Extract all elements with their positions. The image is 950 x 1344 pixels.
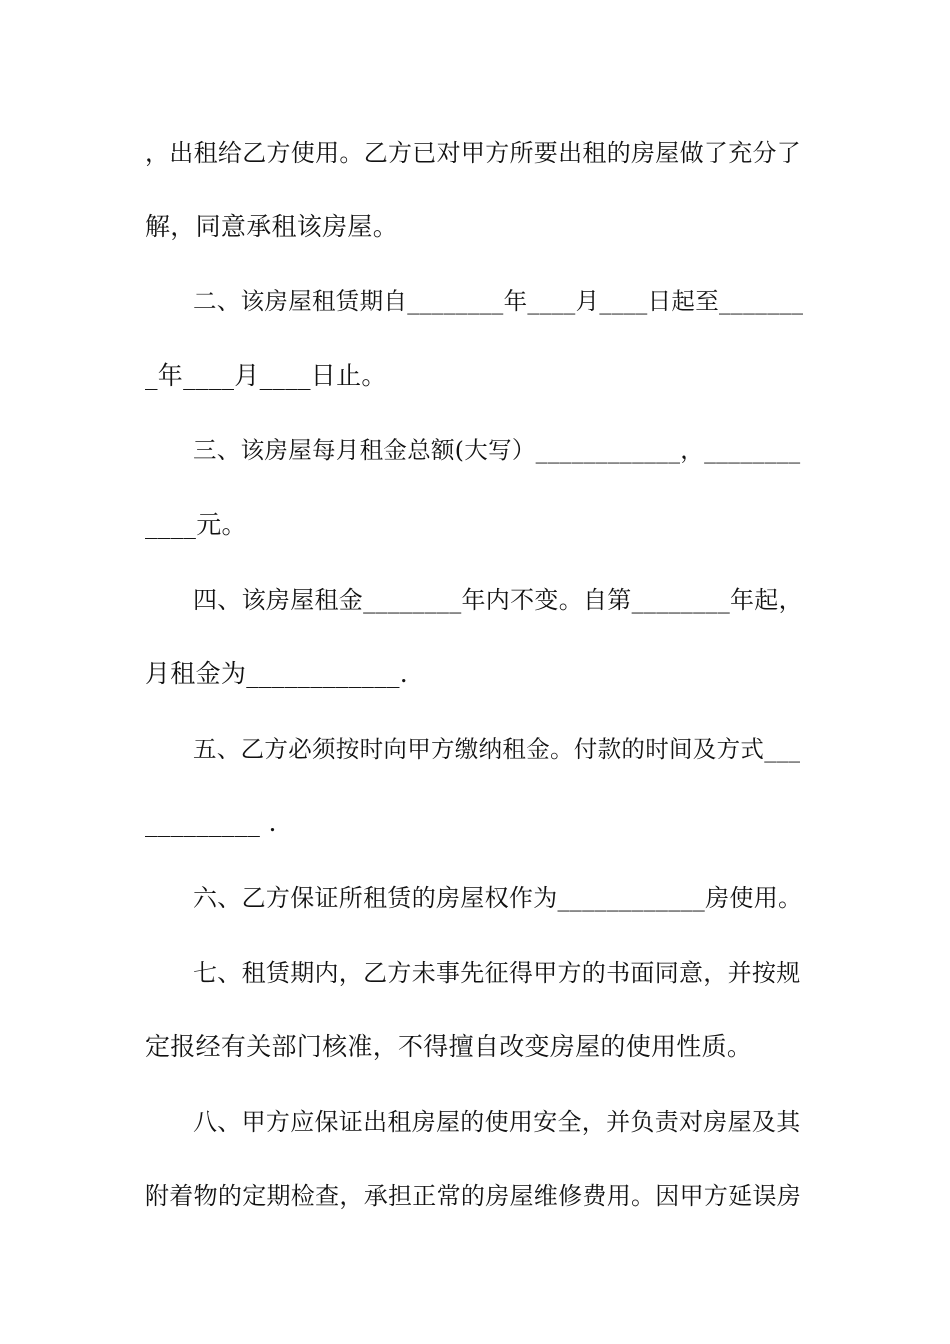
- clause-8-line: 八、甲方应保证出租房屋的使用安全，并负责对房屋及其: [193, 1108, 801, 1136]
- text-line: 月租金为____________.: [145, 659, 409, 688]
- text-line: ____元。: [145, 510, 247, 539]
- clause-7-line: 七、租赁期内，乙方未事先征得甲方的书面同意，并按规: [193, 959, 801, 987]
- clause-5-line: 五、乙方必须按时向甲方缴纳租金。付款的时间及方式___: [193, 735, 801, 763]
- clause-3-line: 三、该房屋每月租金总额(大写）____________，________: [193, 436, 801, 464]
- text-line: _年____月____日止。: [145, 361, 387, 390]
- text-line: _________ .: [145, 808, 277, 837]
- clause-6-line: 六、乙方保证所租赁的房屋权作为____________房使用。: [193, 884, 803, 912]
- text-line: 解，同意承租该房屋。: [145, 212, 399, 241]
- clause-2-line: 二、该房屋租赁期自________年____月____日起至_______: [193, 287, 804, 315]
- text-line: ，出租给乙方使用。乙方已对甲方所要出租的房屋做了充分了: [145, 139, 802, 167]
- clause-4-line: 四、该房屋租金________年内不变。自第________年起，: [193, 586, 803, 614]
- text-line: 附着物的定期检查，承担正常的房屋维修费用。因甲方延误房: [145, 1182, 802, 1210]
- text-line: 定报经有关部门核准，不得擅自改变房屋的使用性质。: [145, 1032, 753, 1061]
